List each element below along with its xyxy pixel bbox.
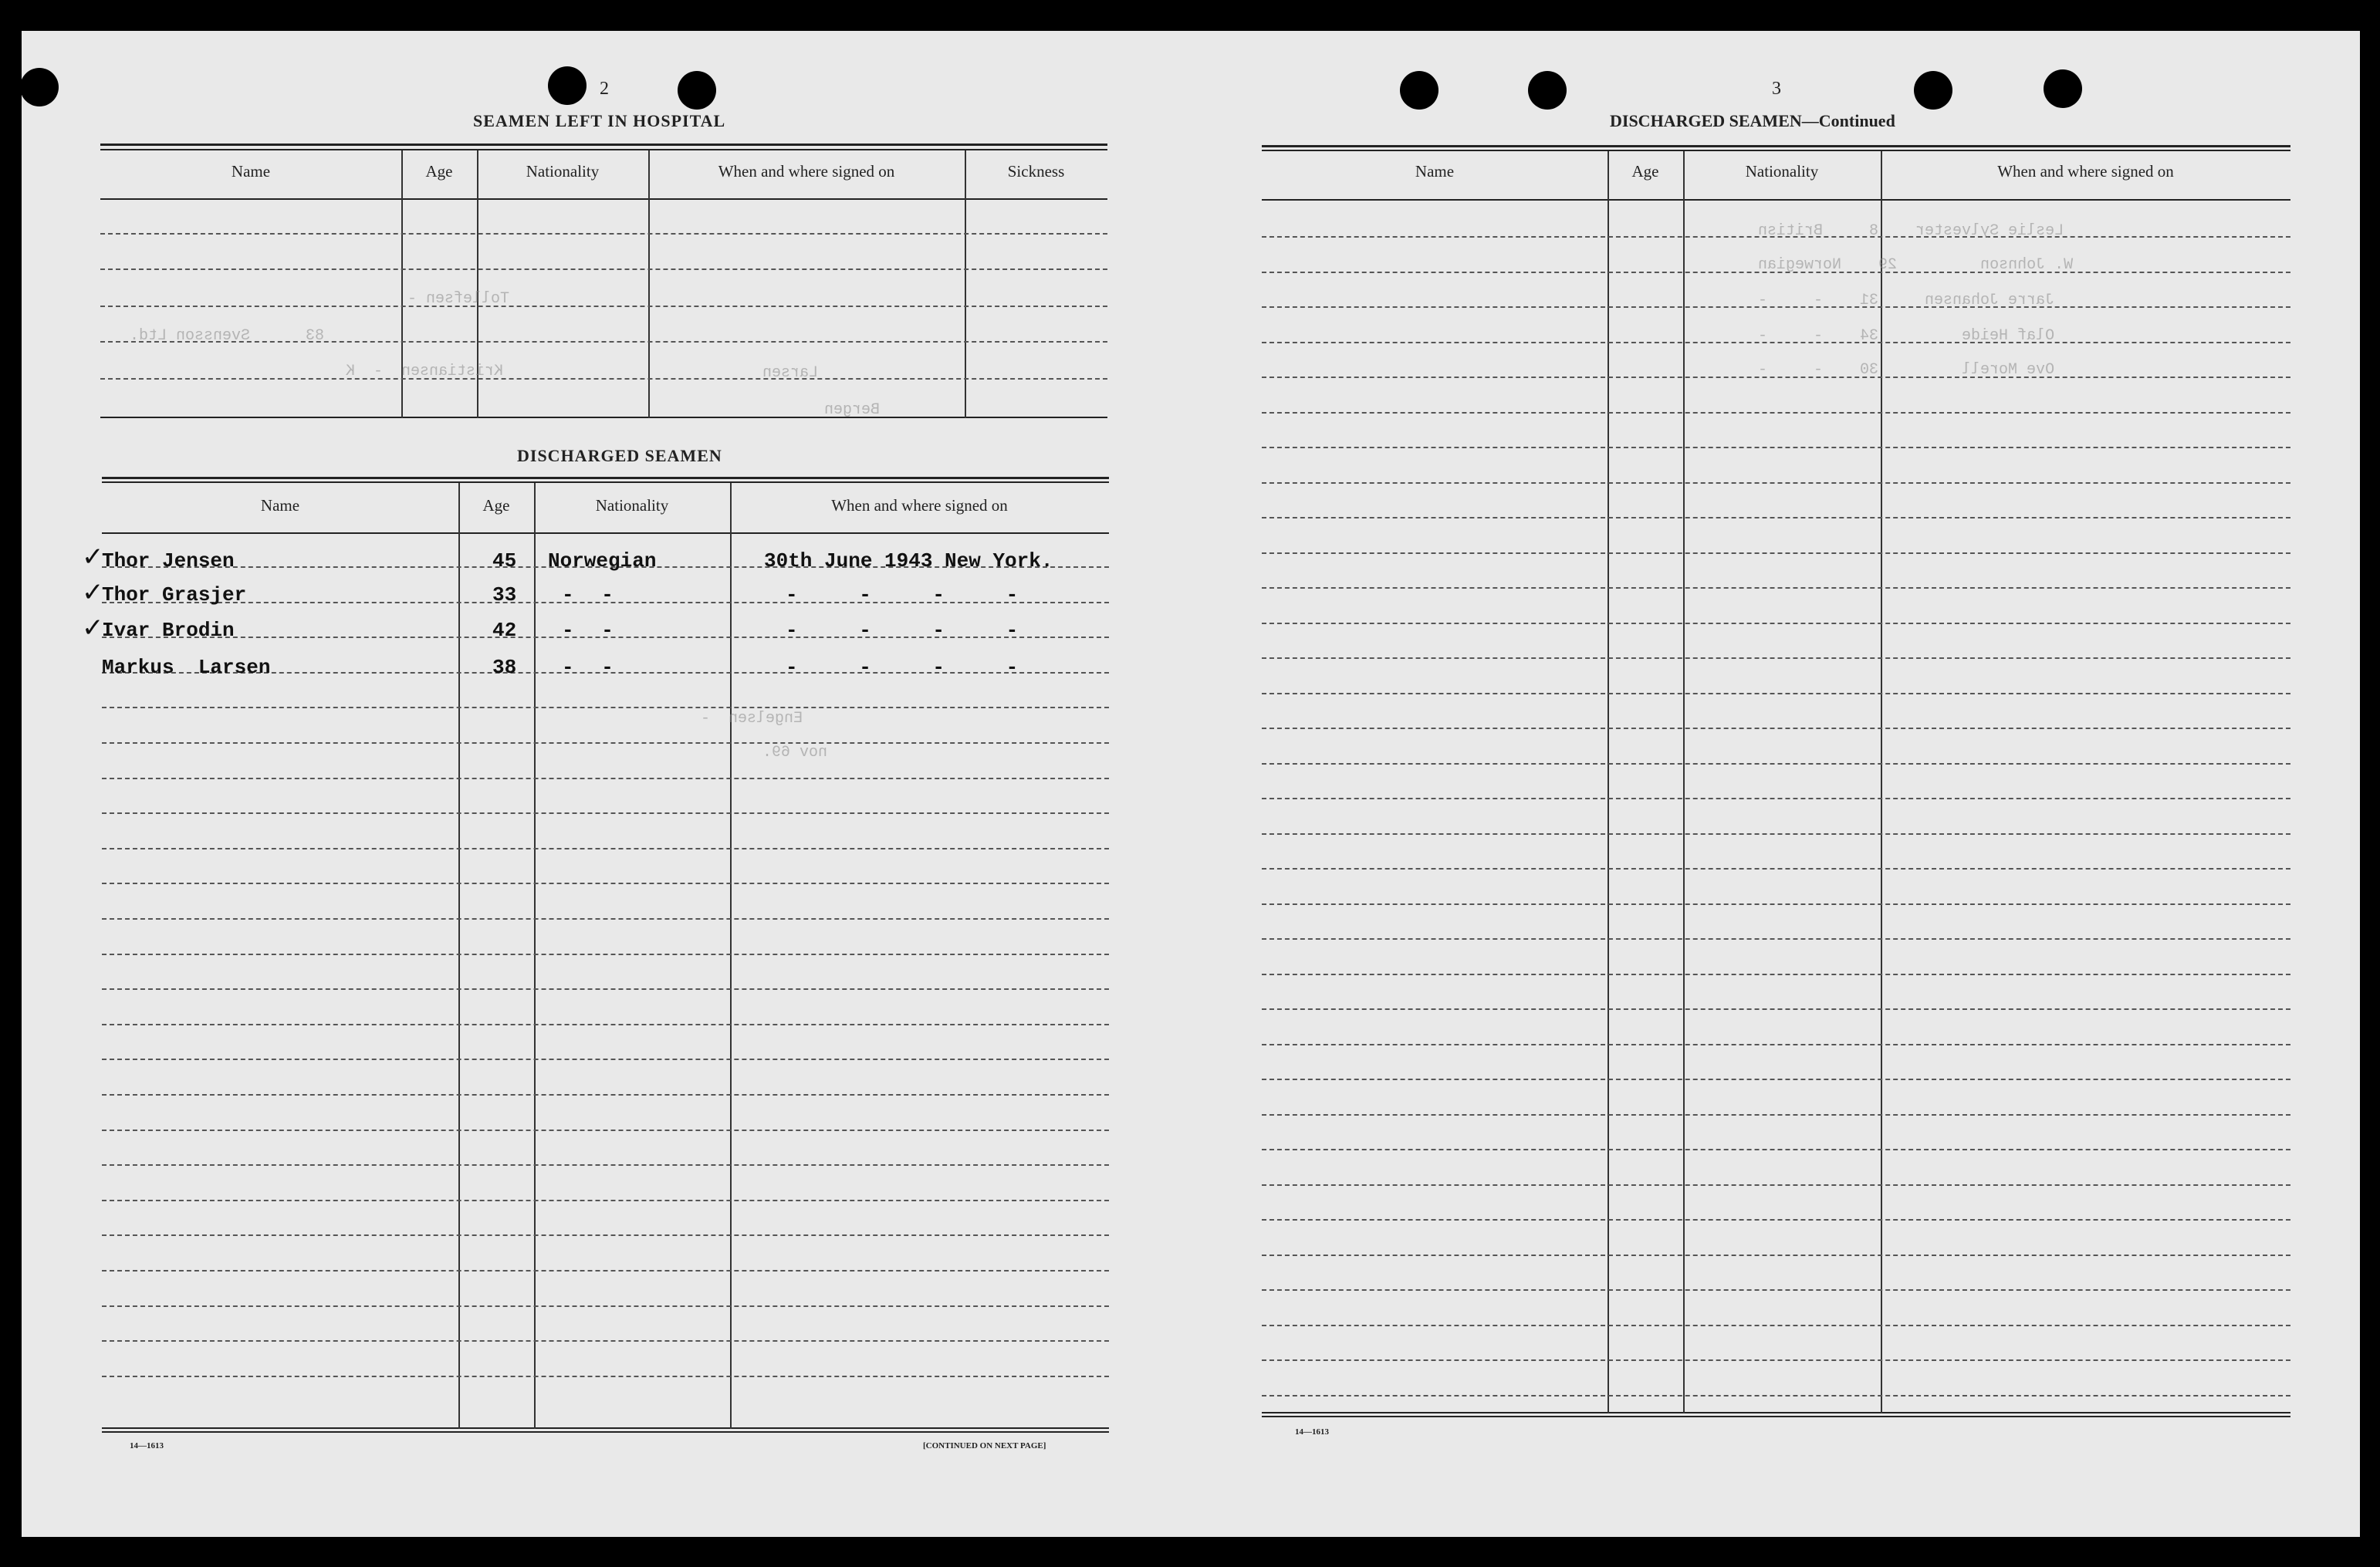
row-line bbox=[1262, 903, 2290, 905]
punch-hole bbox=[2044, 69, 2082, 108]
right-title-main: DISCHARGED SEAMEN bbox=[1610, 111, 1802, 130]
row-line bbox=[102, 812, 1109, 814]
seaman-nationality: - - bbox=[562, 656, 621, 679]
hospital-top-rule bbox=[100, 144, 1107, 146]
row-line bbox=[102, 1130, 1109, 1131]
row-line bbox=[102, 1059, 1109, 1060]
right-section-title bbox=[1610, 111, 1895, 131]
right-col-divider bbox=[1683, 151, 1685, 1413]
row-line bbox=[1262, 974, 2290, 975]
bleed-through-text: Olaf Heide 34 - - bbox=[1758, 327, 2055, 345]
row-line bbox=[102, 1200, 1109, 1201]
right-col-divider bbox=[1608, 151, 1609, 1413]
left-page-number: 2 bbox=[600, 79, 609, 99]
bleed-through-text: 83 Svensson Ltd. bbox=[130, 327, 325, 345]
discharged-col-divider bbox=[730, 483, 732, 1429]
right-form-number: 14—1613 bbox=[1295, 1427, 1329, 1437]
bleed-through-text: Kristiansen - K bbox=[346, 363, 504, 380]
discharged-section-title: DISCHARGED SEAMEN bbox=[517, 446, 722, 465]
punch-hole bbox=[1528, 71, 1567, 110]
punch-hole bbox=[1914, 71, 1952, 110]
row-line bbox=[1262, 587, 2290, 589]
hospital-header-rule bbox=[100, 198, 1107, 200]
seaman-name: Thor Jensen bbox=[102, 549, 235, 572]
hospital-col-nationality: Nationality bbox=[526, 162, 600, 181]
punch-hole bbox=[1400, 71, 1438, 110]
discharged-top-rule bbox=[102, 481, 1109, 483]
punch-hole bbox=[20, 68, 59, 106]
bleed-through-text: Ove Morell 30 - - bbox=[1758, 361, 2055, 379]
row-line bbox=[1262, 623, 2290, 624]
right-top-rule bbox=[1262, 145, 2290, 147]
row-line bbox=[1262, 833, 2290, 835]
row-line bbox=[102, 1376, 1109, 1377]
seaman-name: Thor Grasjer bbox=[102, 583, 247, 606]
discharged-col-nationality: Nationality bbox=[595, 496, 669, 515]
row-line bbox=[1262, 1359, 2290, 1361]
discharged-bottom-rule bbox=[102, 1427, 1109, 1429]
row-line bbox=[102, 1164, 1109, 1166]
row-line bbox=[102, 1340, 1109, 1342]
left-form-number: 14—1613 bbox=[130, 1441, 164, 1450]
bleed-through-text: Jarre Johansen 31 - - bbox=[1758, 292, 2055, 309]
checkmark-icon: ✓ bbox=[82, 577, 104, 608]
seaman-age: 45 bbox=[492, 549, 517, 572]
hospital-row-line bbox=[100, 306, 1107, 307]
row-line bbox=[1262, 1325, 2290, 1326]
row-line bbox=[102, 848, 1109, 849]
row-line bbox=[1262, 447, 2290, 448]
hospital-section-title: SEAMEN LEFT IN HOSPITAL bbox=[473, 111, 726, 130]
row-line bbox=[102, 707, 1109, 708]
row-line bbox=[1262, 1219, 2290, 1221]
seaman-name: Markus Larsen bbox=[102, 656, 271, 679]
hospital-top-rule bbox=[100, 149, 1107, 150]
checkmark-icon: ✓ bbox=[82, 613, 104, 643]
row-line bbox=[1262, 868, 2290, 870]
row-line bbox=[1262, 482, 2290, 484]
seaman-nationality: - - bbox=[562, 583, 621, 606]
seaman-age: 42 bbox=[492, 619, 517, 642]
row-line bbox=[1262, 728, 2290, 729]
bleed-through-text: Bergen bbox=[824, 401, 881, 419]
hospital-bottom-rule bbox=[100, 417, 1107, 418]
row-line bbox=[102, 988, 1109, 990]
bleed-through-text: Engelsen - bbox=[701, 710, 803, 728]
right-header-rule bbox=[1262, 199, 2290, 201]
hospital-col-signed-on: When and where signed on bbox=[718, 162, 895, 181]
row-line bbox=[1262, 1289, 2290, 1291]
hospital-row-line bbox=[100, 233, 1107, 235]
row-line bbox=[1262, 1079, 2290, 1080]
row-line bbox=[102, 1094, 1109, 1096]
punch-hole bbox=[678, 71, 716, 110]
row-line bbox=[1262, 1255, 2290, 1256]
discharged-col-divider bbox=[534, 483, 536, 1429]
row-line bbox=[102, 1234, 1109, 1236]
seaman-signed-on: 30th June 1943 New York. bbox=[764, 549, 1053, 572]
seaman-name: Ivar Brodin bbox=[102, 619, 235, 642]
checkmark-icon: ✓ bbox=[82, 542, 104, 572]
bleed-through-text: nov 69. bbox=[762, 744, 828, 762]
row-line bbox=[1262, 517, 2290, 518]
row-line bbox=[1262, 1184, 2290, 1186]
right-page-number: 3 bbox=[1772, 79, 1781, 99]
row-line bbox=[1262, 798, 2290, 799]
row-line bbox=[1262, 412, 2290, 414]
discharged-col-signed-on: When and where signed on bbox=[831, 496, 1008, 515]
right-col-signed-on: When and where signed on bbox=[1997, 162, 2174, 181]
bleed-through-text: Larsen bbox=[762, 364, 819, 382]
discharged-header-rule bbox=[102, 532, 1109, 534]
right-col-name: Name bbox=[1415, 162, 1455, 181]
right-col-nationality: Nationality bbox=[1745, 162, 1819, 181]
row-line bbox=[102, 954, 1109, 955]
row-line bbox=[1262, 938, 2290, 940]
row-line bbox=[1262, 1044, 2290, 1045]
right-bottom-rule bbox=[1262, 1416, 2290, 1417]
row-line bbox=[102, 918, 1109, 920]
hospital-col-name: Name bbox=[231, 162, 271, 181]
right-title-suffix: —Continued bbox=[1801, 111, 1895, 130]
row-line bbox=[1262, 1149, 2290, 1150]
row-line bbox=[1262, 1008, 2290, 1010]
row-line bbox=[102, 1305, 1109, 1307]
discharged-col-name: Name bbox=[260, 496, 300, 515]
seaman-age: 33 bbox=[492, 583, 517, 606]
hospital-col-age: Age bbox=[425, 162, 453, 181]
document-sheet bbox=[22, 31, 2360, 1537]
row-line bbox=[1262, 1395, 2290, 1396]
row-line bbox=[1262, 552, 2290, 554]
seaman-signed-on: - - - - bbox=[786, 619, 1043, 642]
seaman-signed-on: - - - - bbox=[786, 583, 1043, 606]
right-top-rule bbox=[1262, 150, 2290, 151]
row-line bbox=[1262, 763, 2290, 765]
bleed-through-text: Leslie Sylvester 8 Britisn bbox=[1758, 222, 2064, 240]
row-line bbox=[102, 1024, 1109, 1025]
row-line bbox=[102, 778, 1109, 779]
bleed-through-text: Tollefsen - bbox=[407, 290, 510, 308]
punch-hole bbox=[548, 66, 587, 105]
row-line bbox=[102, 1270, 1109, 1271]
row-line bbox=[1262, 693, 2290, 694]
seaman-age: 38 bbox=[492, 656, 517, 679]
discharged-top-rule bbox=[102, 477, 1109, 479]
hospital-row-line bbox=[100, 378, 1107, 380]
row-line bbox=[1262, 657, 2290, 659]
row-line bbox=[102, 883, 1109, 884]
hospital-row-line bbox=[100, 268, 1107, 270]
seaman-nationality: - - bbox=[562, 619, 621, 642]
right-bottom-rule bbox=[1262, 1412, 2290, 1413]
hospital-col-sickness: Sickness bbox=[1007, 162, 1065, 181]
seaman-signed-on: - - - - bbox=[786, 656, 1043, 679]
discharged-col-age: Age bbox=[482, 496, 510, 515]
bleed-through-text: W. Johnson 29 Norwegian bbox=[1758, 256, 2074, 274]
discharged-bottom-rule bbox=[102, 1431, 1109, 1433]
continued-note: [CONTINUED ON NEXT PAGE] bbox=[923, 1441, 1046, 1450]
right-col-age: Age bbox=[1631, 162, 1659, 181]
seaman-nationality: Norwegian bbox=[548, 549, 657, 572]
discharged-col-divider bbox=[458, 483, 460, 1429]
row-line bbox=[102, 742, 1109, 744]
row-line bbox=[1262, 1114, 2290, 1116]
